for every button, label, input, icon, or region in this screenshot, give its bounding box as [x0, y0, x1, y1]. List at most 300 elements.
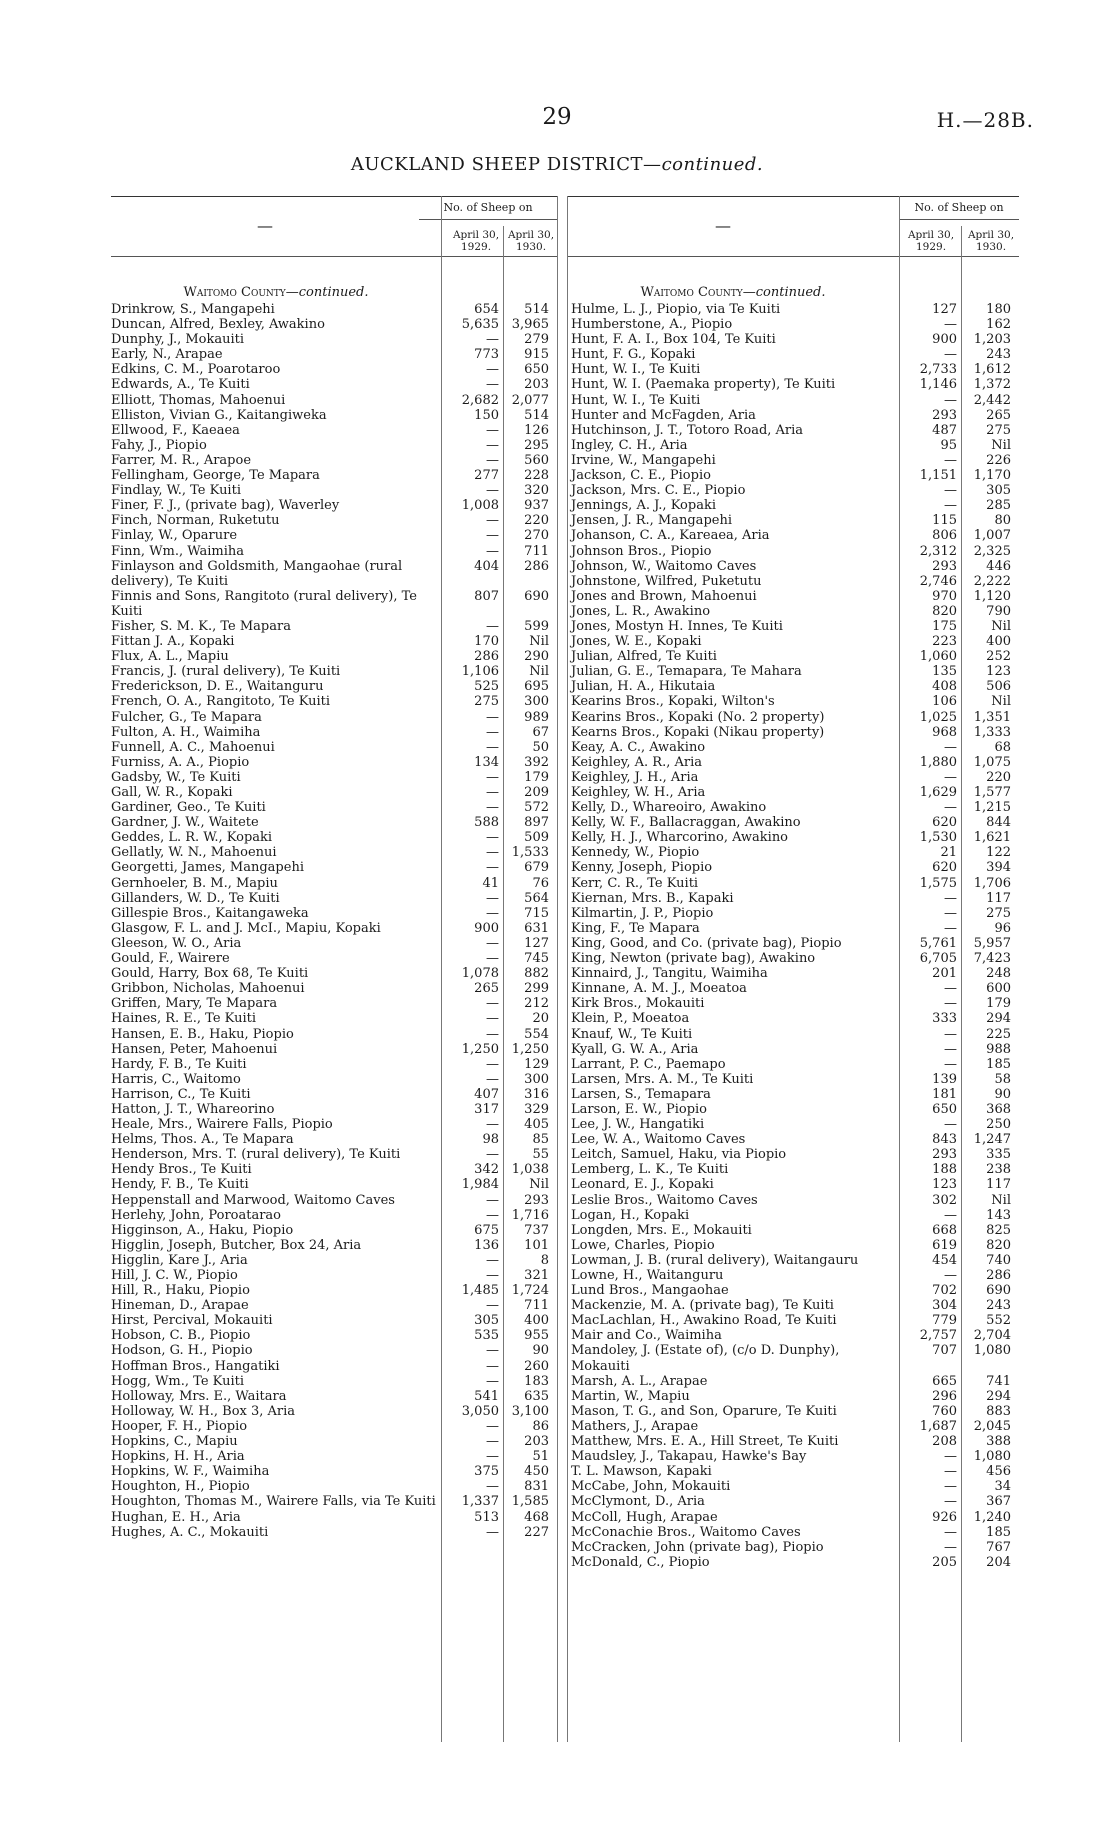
sheep-1930: 68 [994, 739, 1011, 755]
sheep-1929: — [486, 951, 499, 967]
sheep-1929: 41 [482, 875, 499, 891]
sheep-1930: 2,045 [973, 1418, 1011, 1434]
holder-name: Julian, H. A., Hikutaia [571, 679, 716, 695]
table-row [111, 845, 557, 860]
table-row [567, 694, 1019, 709]
holder-name: Jones, L. R., Awakino [571, 603, 711, 619]
table-row [567, 876, 1019, 891]
holder-name: Edkins, C. M., Poarotaroo [111, 362, 281, 378]
sheep-1929: 619 [932, 1237, 957, 1253]
holder-name: Hulme, L. J., Piopio, via Te Kuiti [571, 302, 781, 317]
holder-name: Herlehy, John, Poroatarao [111, 1207, 282, 1223]
table-row [567, 574, 1019, 589]
sheep-1929: 293 [932, 558, 957, 574]
sheep-1930: 179 [986, 996, 1011, 1012]
right-table [567, 196, 1019, 1742]
table-row [111, 1223, 557, 1238]
holder-name: Jones and Brown, Mahoenui [571, 588, 757, 604]
table-row [111, 362, 557, 377]
sheep-1930: 1,080 [973, 1343, 1011, 1359]
table-row [111, 1404, 557, 1419]
sheep-1930: 300 [524, 1071, 549, 1087]
sheep-1930: 243 [986, 347, 1011, 363]
holder-name: Gardner, J. W., Waitete [111, 815, 259, 831]
right-header-rule [567, 256, 1019, 257]
sheep-1930: 831 [524, 1479, 549, 1495]
sheep-1930: 2,442 [973, 392, 1011, 408]
holder-name: Maudsley, J., Takapau, Hawke's Bay [571, 1449, 807, 1465]
sheep-1930: 506 [986, 679, 1011, 695]
table-row [111, 1449, 557, 1464]
holder-name: Hendy, F. B., Te Kuiti [111, 1177, 249, 1193]
table-row [111, 1328, 557, 1343]
sheep-1929: 3,050 [461, 1403, 499, 1419]
holder-name: Kirk Bros., Mokauiti [571, 996, 705, 1012]
holder-name: Geddes, L. R. W., Kopaki [111, 830, 273, 846]
sheep-1929: 208 [932, 1434, 957, 1450]
table-row [111, 679, 557, 694]
table-row [111, 1147, 557, 1162]
holder-name: Lund Bros., Mangaohae [571, 1283, 729, 1299]
left-header-dash: — [257, 216, 273, 235]
table-row [111, 1374, 557, 1389]
right-county-name: Waitomo County— [640, 285, 756, 300]
holder-name: Kelly, W. F., Ballacraggan, Awakino [571, 815, 801, 831]
table-row [567, 1525, 1019, 1540]
holder-name: Keighley, J. H., Aria [571, 769, 699, 785]
holder-name: Fulton, A. H., Waimiha [111, 724, 261, 740]
sheep-1929: 588 [474, 815, 499, 831]
sheep-1930: 1,203 [973, 332, 1011, 348]
sheep-1930: 226 [986, 452, 1011, 468]
sheep-1929: 1,337 [461, 1494, 499, 1510]
sheep-1930: 600 [986, 981, 1011, 997]
sheep-1930: 225 [986, 1026, 1011, 1042]
holder-name: Kelly, H. J., Wharcorino, Awakino [571, 830, 789, 846]
holder-name: Hansen, Peter, Mahoenui [111, 1041, 278, 1057]
sheep-1929: — [486, 1011, 499, 1027]
sheep-1929: 286 [474, 649, 499, 665]
table-row [111, 710, 557, 725]
sheep-1930: 123 [986, 664, 1011, 680]
table-row [567, 740, 1019, 755]
table-row [111, 317, 557, 332]
sheep-1930: 1,120 [973, 588, 1011, 604]
holder-name: Hansen, E. B., Haku, Piopio [111, 1026, 294, 1042]
sheep-1930: 679 [524, 860, 549, 876]
holder-name: Gardiner, Geo., Te Kuiti [111, 800, 266, 816]
page-number: 29 [542, 104, 572, 130]
holder-name: Irvine, W., Mangapehi [571, 452, 716, 468]
sheep-1929: 1,151 [919, 468, 957, 484]
holder-name: Larsen, Mrs. A. M., Te Kuiti [571, 1071, 754, 1087]
holder-name: Mair and Co., Waimiha [571, 1328, 722, 1344]
table-row [567, 619, 1019, 634]
holder-name: Jennings, A. J., Kopaki [571, 498, 716, 514]
sheep-1929: — [944, 1494, 957, 1510]
holder-name: Finlayson and Goldsmith, Mangaohae (rural delivery), Te Kuiti [111, 558, 403, 589]
table-row [567, 1208, 1019, 1223]
sheep-1930: 179 [524, 769, 549, 785]
sheep-1929: — [944, 1056, 957, 1072]
sheep-1929: 175 [932, 618, 957, 634]
holder-name: Ellwood, F., Kaeaea [111, 422, 240, 438]
holder-name: Finer, F. J., (private bag), Waverley [111, 498, 340, 514]
sheep-1930: 635 [524, 1388, 549, 1404]
sheep-1929: — [486, 1252, 499, 1268]
holder-name: Matthew, Mrs. E. A., Hill Street, Te Kuiti [571, 1434, 839, 1450]
sheep-1929: 5,635 [461, 317, 499, 333]
table-row [111, 468, 557, 483]
sheep-1929: — [486, 739, 499, 755]
sheep-1929: 181 [932, 1086, 957, 1102]
sheep-1930: 394 [986, 860, 1011, 876]
sheep-1929: 296 [932, 1388, 957, 1404]
table-row [567, 1449, 1019, 1464]
left-header-1929: April 30, 1929. [452, 229, 500, 253]
sheep-1929: — [486, 830, 499, 846]
sheep-1929: — [944, 1464, 957, 1480]
table-row [111, 649, 557, 664]
sheep-1930: 1,533 [511, 845, 549, 861]
sheep-1930: 1,724 [511, 1283, 549, 1299]
sheep-1929: 2,757 [919, 1328, 957, 1344]
holder-name: Kyall, G. W. A., Aria [571, 1041, 699, 1057]
sheep-1929: — [944, 1539, 957, 1555]
table-row [111, 408, 557, 423]
table-row [111, 1298, 557, 1313]
sheep-1930: 329 [524, 1101, 549, 1117]
sheep-1929: — [486, 1298, 499, 1314]
sheep-1929: — [944, 739, 957, 755]
holder-name: Gillanders, W. D., Te Kuiti [111, 890, 280, 906]
table-row [111, 830, 557, 845]
table-row [111, 876, 557, 891]
sheep-1929: 535 [474, 1328, 499, 1344]
holder-name: Finch, Norman, Ruketutu [111, 513, 280, 529]
sheep-1929: — [486, 845, 499, 861]
sheep-1930: 295 [524, 437, 549, 453]
holder-name: Kerr, C. R., Te Kuiti [571, 875, 699, 891]
holder-name: Higglin, Joseph, Butcher, Box 24, Aria [111, 1237, 362, 1253]
sheep-1929: 293 [932, 1147, 957, 1163]
sheep-1930: 690 [524, 588, 549, 604]
table-row [567, 1343, 1019, 1373]
table-row [567, 1162, 1019, 1177]
sheep-1930: 300 [524, 694, 549, 710]
sheep-1929: 98 [482, 1132, 499, 1148]
sheep-1930: 711 [524, 1298, 549, 1314]
sheep-1929: — [944, 1117, 957, 1133]
right-header-dash: — [715, 216, 731, 235]
table-row [111, 332, 557, 347]
sheep-1929: 115 [932, 513, 957, 529]
table-row [111, 694, 557, 709]
sheep-1930: 392 [524, 754, 549, 770]
holder-name: Kenny, Joseph, Piopio [571, 860, 713, 876]
sheep-1929: 1,106 [461, 664, 499, 680]
holder-name: French, O. A., Rangitoto, Te Kuiti [111, 694, 331, 710]
table-row [111, 785, 557, 800]
sheep-1930: 1,585 [511, 1494, 549, 1510]
holder-name: Griffen, Mary, Te Mapara [111, 996, 278, 1012]
sheep-1929: 1,485 [461, 1283, 499, 1299]
sheep-1930: 915 [524, 347, 549, 363]
sheep-1930: 260 [524, 1358, 549, 1374]
table-row [111, 513, 557, 528]
sheep-1929: — [486, 1117, 499, 1133]
sheep-1930: 80 [994, 513, 1011, 529]
holder-name: McConachie Bros., Waitomo Caves [571, 1524, 801, 1540]
sheep-1930: 203 [524, 377, 549, 393]
left-body [111, 284, 557, 1540]
holder-name: Lemberg, L. K., Te Kuiti [571, 1162, 729, 1178]
sheep-1929: — [486, 1524, 499, 1540]
table-row [567, 453, 1019, 468]
sheep-1929: 541 [474, 1388, 499, 1404]
sheep-1930: 185 [986, 1056, 1011, 1072]
holder-name: Lowman, J. B. (rural delivery), Waitangauru [571, 1252, 859, 1268]
sheep-1930: 988 [986, 1041, 1011, 1057]
sheep-1929: 134 [474, 754, 499, 770]
holder-name: Kennedy, W., Piopio [571, 845, 700, 861]
sheep-1929: 760 [932, 1403, 957, 1419]
table-row [567, 891, 1019, 906]
sheep-1929: — [486, 528, 499, 544]
holder-name: Hunt, F. G., Kopaki [571, 347, 696, 363]
sheep-1929: 773 [474, 347, 499, 363]
sheep-1930: 1,007 [973, 528, 1011, 544]
sheep-1930: 825 [986, 1222, 1011, 1238]
holder-name: Gellatly, W. N., Mahoenui [111, 845, 277, 861]
sheep-1929: 21 [940, 845, 957, 861]
sheep-1929: 620 [932, 860, 957, 876]
sheep-1930: 294 [986, 1011, 1011, 1027]
sheep-1929: 926 [932, 1509, 957, 1525]
sheep-1930: 316 [524, 1086, 549, 1102]
sheep-1930: 7,423 [973, 951, 1011, 967]
table-row [111, 966, 557, 981]
holder-name: McCracken, John (private bag), Piopio [571, 1539, 824, 1555]
sheep-1929: — [944, 1041, 957, 1057]
sheep-1929: — [486, 800, 499, 816]
sheep-1930: 509 [524, 830, 549, 846]
sheep-1930: 5,957 [973, 935, 1011, 951]
sheep-1930: 599 [524, 618, 549, 634]
sheep-1929: 1,250 [461, 1041, 499, 1057]
sheep-1929: 2,682 [461, 392, 499, 408]
sheep-1930: 204 [986, 1554, 1011, 1570]
table-row [111, 544, 557, 559]
table-row [111, 891, 557, 906]
holder-name: Henderson, Mrs. T. (rural delivery), Te Kuiti [111, 1147, 401, 1163]
sheep-1930: 85 [532, 1132, 549, 1148]
table-row [567, 860, 1019, 875]
holder-name: Harrison, C., Te Kuiti [111, 1086, 251, 1102]
sheep-1930: 1,333 [973, 724, 1011, 740]
sheep-1929: 2,746 [919, 573, 957, 589]
sheep-1930: 238 [986, 1162, 1011, 1178]
table-row [111, 634, 557, 649]
holder-name: Julian, G. E., Temapara, Te Mahara [571, 664, 802, 680]
sheep-1929: — [486, 935, 499, 951]
sheep-1930: 252 [986, 649, 1011, 665]
sheep-1930: 90 [532, 1343, 549, 1359]
table-row [567, 1419, 1019, 1434]
holder-name: Higginson, A., Haku, Piopio [111, 1222, 294, 1238]
sheep-1929: — [486, 422, 499, 438]
holder-name: Gleeson, W. O., Aria [111, 935, 242, 951]
sheep-1930: 514 [524, 407, 549, 423]
holder-name: Lowne, H., Waitanguru [571, 1268, 724, 1283]
page-title [0, 154, 1114, 175]
sheep-1929: — [944, 800, 957, 816]
sheep-1930: 90 [994, 1086, 1011, 1102]
holder-name: Klein, P., Moeatoa [571, 1011, 690, 1027]
sheep-1929: 407 [474, 1086, 499, 1102]
holder-name: Gould, F., Wairere [111, 951, 230, 967]
sheep-1930: 650 [524, 362, 549, 378]
sheep-1930: Nil [991, 694, 1011, 710]
holder-name: Keighley, W. H., Aria [571, 785, 706, 800]
sheep-1929: 170 [474, 634, 499, 650]
table-row [567, 710, 1019, 725]
sheep-1930: Nil [991, 437, 1011, 453]
sheep-1930: 695 [524, 679, 549, 695]
table-row [111, 981, 557, 996]
sheep-1929: — [944, 317, 957, 333]
sheep-1930: 1,170 [973, 468, 1011, 484]
sheep-1929: 139 [932, 1071, 957, 1087]
holder-name: Finnis and Sons, Rangitoto (rural delivery), Te Kuiti [111, 588, 417, 619]
table-row [567, 770, 1019, 785]
sheep-1930: 405 [524, 1117, 549, 1133]
sheep-1930: 2,325 [973, 543, 1011, 559]
table-row [111, 1389, 557, 1404]
table-row [567, 981, 1019, 996]
table-row [111, 755, 557, 770]
table-row [111, 1132, 557, 1147]
table-row [567, 1223, 1019, 1238]
sheep-1929: — [486, 1071, 499, 1087]
table-row [111, 528, 557, 543]
sheep-1929: 1,060 [919, 649, 957, 665]
table-row [567, 1027, 1019, 1042]
holder-name: McCabe, John, Mokauiti [571, 1479, 731, 1495]
sheep-1930: 279 [524, 332, 549, 348]
sheep-1929: 1,146 [919, 377, 957, 393]
sheep-1930: 560 [524, 452, 549, 468]
sheep-1930: 50 [532, 739, 549, 755]
sheep-1930: 1,612 [973, 362, 1011, 378]
table-row [567, 921, 1019, 936]
sheep-1929: — [486, 724, 499, 740]
holder-name: Flux, A. L., Mapiu [111, 649, 229, 665]
holder-name: Larson, E. W., Piopio [571, 1101, 708, 1117]
holder-name: Johnson Bros., Piopio [571, 543, 712, 559]
table-row [111, 498, 557, 513]
holder-name: Jensen, J. R., Mangapehi [571, 513, 732, 529]
holder-name: Hooper, F. H., Piopio [111, 1418, 248, 1434]
sheep-1930: 2,222 [973, 573, 1011, 589]
holder-name: Georgetti, James, Mangapehi [111, 860, 304, 876]
sheep-1929: — [486, 1418, 499, 1434]
holder-name: Gall, W. R., Kopaki [111, 785, 233, 800]
holder-name: Hopkins, C., Mapiu [111, 1434, 238, 1450]
sheep-1930: 450 [524, 1464, 549, 1480]
sheep-1929: — [486, 860, 499, 876]
holder-name: Frederickson, D. E., Waitanguru [111, 679, 324, 695]
table-row [567, 1268, 1019, 1283]
sheep-1929: 650 [932, 1101, 957, 1117]
table-row [111, 740, 557, 755]
sheep-1930: 275 [986, 422, 1011, 438]
sheep-1929: — [486, 1268, 499, 1283]
sheep-1929: 620 [932, 815, 957, 831]
holder-name: Kearins Bros., Kopaki, Wilton's [571, 694, 775, 710]
sheep-1929: — [486, 1479, 499, 1495]
holder-name: Hughan, E. H., Aria [111, 1509, 241, 1525]
sheep-1930: 1,240 [973, 1509, 1011, 1525]
sheep-1930: 180 [986, 302, 1011, 317]
table-row [567, 679, 1019, 694]
table-row [567, 966, 1019, 981]
sheep-1929: — [486, 543, 499, 559]
sheep-1930: 203 [524, 1434, 549, 1450]
sheep-1930: 2,704 [973, 1328, 1011, 1344]
holder-name: Larsen, S., Temapara [571, 1086, 711, 1102]
sheep-1930: 1,351 [973, 709, 1011, 725]
holder-name: Fulcher, G., Te Mapara [111, 709, 262, 725]
sheep-1929: — [944, 981, 957, 997]
holder-name: Lowe, Charles, Piopio [571, 1237, 715, 1253]
sheep-1929: 123 [932, 1177, 957, 1193]
holder-name: King, F., Te Mapara [571, 920, 700, 936]
holder-name: Gould, Harry, Box 68, Te Kuiti [111, 966, 309, 982]
table-row [111, 1117, 557, 1132]
holder-name: Jones, Mostyn H. Innes, Te Kuiti [571, 618, 783, 634]
holder-name: Finn, Wm., Waimiha [111, 543, 245, 559]
table-row [111, 664, 557, 679]
holder-name: Leslie Bros., Waitomo Caves [571, 1192, 758, 1208]
holder-name: Lee, W. A., Waitomo Caves [571, 1132, 746, 1148]
sheep-1929: 1,575 [919, 875, 957, 891]
holder-name: Hunt, W. I., Te Kuiti [571, 362, 701, 378]
table-row [111, 1042, 557, 1057]
sheep-1929: 1,984 [461, 1177, 499, 1193]
sheep-1929: — [486, 618, 499, 634]
table-row [567, 1479, 1019, 1494]
table-row [567, 634, 1019, 649]
table-row [567, 664, 1019, 679]
table-row [567, 1510, 1019, 1525]
sheep-1930: 335 [986, 1147, 1011, 1163]
sheep-1930: 183 [524, 1373, 549, 1389]
sheep-1929: 201 [932, 966, 957, 982]
holder-name: T. L. Mawson, Kapaki [571, 1464, 712, 1480]
sheep-1929: 223 [932, 634, 957, 650]
holder-name: Fisher, S. M. K., Te Mapara [111, 618, 291, 634]
sheep-1930: 631 [524, 920, 549, 936]
sheep-1930: 514 [524, 302, 549, 317]
sheep-1929: 265 [474, 981, 499, 997]
sheep-1929: — [486, 1192, 499, 1208]
sheep-1930: 741 [986, 1373, 1011, 1389]
sheep-1930: 58 [994, 1071, 1011, 1087]
table-row [111, 860, 557, 875]
sheep-1930: 883 [986, 1403, 1011, 1419]
sheep-1930: 122 [986, 845, 1011, 861]
